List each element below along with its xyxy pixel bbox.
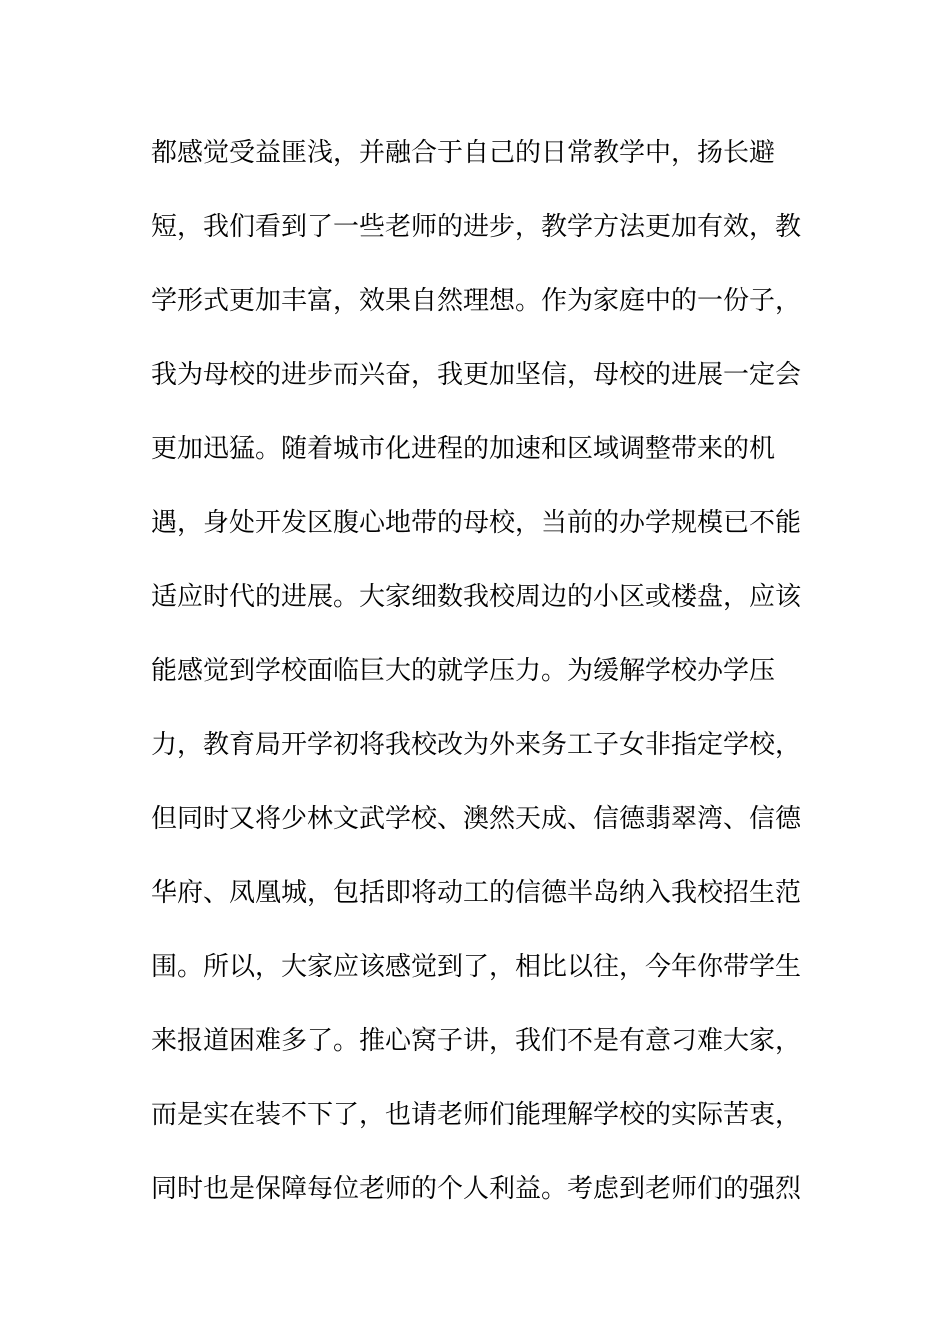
text-line-4: 我为母校的进步而兴奋，我更加坚信，母校的进展一定会 — [151, 360, 802, 390]
text-line-13: 来报道困难多了。推心窝子讲，我们不是有意刁难大家， — [151, 1026, 802, 1056]
text-line-8: 能感觉到学校面临巨大的就学压力。为缓解学校办学压 — [151, 656, 776, 686]
text-line-9: 力，教育局开学初将我校改为外来务工子女非指定学校， — [151, 730, 802, 760]
text-line-15: 同时也是保障每位老师的个人利益。考虑到老师们的强烈 — [151, 1174, 802, 1204]
text-line-7: 适应时代的进展。大家细数我校周边的小区或楼盘，应该 — [151, 582, 802, 612]
text-line-6: 遇，身处开发区腹心地带的母校，当前的办学规模已不能 — [151, 508, 802, 538]
text-line-1: 都感觉受益匪浅，并融合于自己的日常教学中，扬长避 — [151, 138, 776, 168]
text-line-2: 短，我们看到了一些老师的进步，教学方法更加有效，教 — [151, 212, 802, 242]
text-line-10: 但同时又将少林文武学校、澳然天成、信德翡翠湾、信德 — [151, 804, 802, 834]
text-line-5: 更加迅猛。随着城市化进程的加速和区域调整带来的机 — [151, 434, 776, 464]
body-text — [151, 128, 801, 1238]
text-line-14: 而是实在装不下了，也请老师们能理解学校的实际苦衷， — [151, 1100, 802, 1130]
text-line-12: 围。所以，大家应该感觉到了，相比以往，今年你带学生 — [151, 952, 802, 982]
text-line-11: 华府、凤凰城，包括即将动工的信德半岛纳入我校招生范 — [151, 878, 802, 908]
text-line-3: 学形式更加丰富，效果自然理想。作为家庭中的一份子， — [151, 286, 802, 316]
